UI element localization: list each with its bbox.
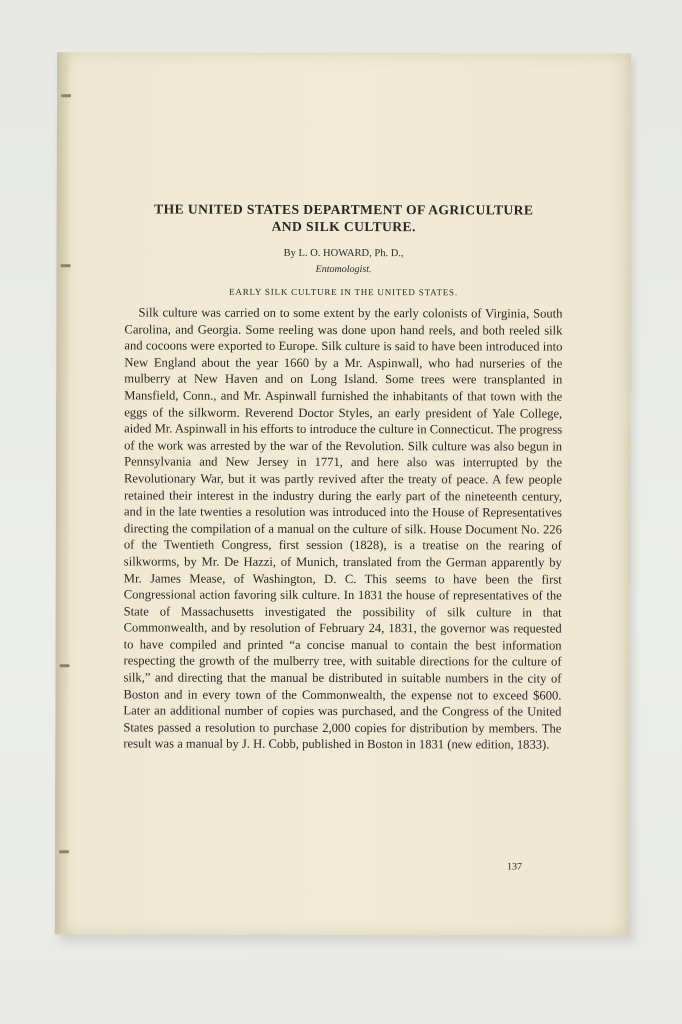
binding-stitch <box>59 850 69 853</box>
author-byline: By L. O. HOWARD, Ph. D., <box>283 247 404 260</box>
section-heading: EARLY SILK CULTURE IN THE UNITED STATES. <box>229 286 458 298</box>
binding-stitch <box>61 94 71 97</box>
binding-stitch <box>61 264 71 267</box>
binding-stitch <box>60 664 70 667</box>
article-content <box>123 200 562 766</box>
page-spine <box>55 52 71 934</box>
document-page <box>55 52 631 935</box>
article-title <box>125 200 563 235</box>
author-role: Entomologist. <box>315 263 372 276</box>
body-paragraph: Silk culture was carried on to some extent by the early colonists of Virginia, South Carolina, and Georgia. Some reeling was done upon hand reels, and both reeled silk and cocoons were exported to Europe. Silk culture is said to have been introduced into New England about the year 1660 by a Mr. Aspinwall, who had nurseries of the mulberry at New Haven and on Long Island. Some trees were transplanted in Mansfield, Conn., and Mr. Aspinwall furnished the inhabitants of that town with the eggs of the silkworm. Reverend Doctor Styles, an early president of Yale College, aided Mr. Aspinwall in his efforts to introduce the culture in Connecticut. The progress of the work was arrested by the war of the Revolution. Silk culture was also begun in Pennsylvania and New Jersey in 1771, and here also was interrupted by the Revolutionary War, but it was partly revived after the treaty of peace. A few people retained their interest in the industry during the early part of the nineteenth century, and in the late twenties a resolution was introduced into the House of Representatives directing the compilation of a manual on the culture of silk. House Document No. 226 of the Twentieth Congress, first session (1828), is a treatise on the rearing of silkworms, by Mr. De Hazzi, of Munich, translated from the German apparently by Mr. James Mease, of Washington, D. C. This seems to have been the first Congressional action favoring silk culture. In 1831 the house of representatives of the State of Massachusetts investigated the possibility of silk culture in that Commonwealth, and by resolution of February 24, 1831, the governor was requested to have compiled and printed “a concise manual to contain the best information respecting the growth of the mulberry tree, with suitable directions for the culture of silk,” and directing that the manual be distributed in suitable numbers in the city of Boston and in every town of the Commonwealth, the expense not to exceed $600. Later an additional number of copies was purchased, and the Congress of the United States passed a resolution to purchase 2,000 copies for distribution by members. The result was a manual by J. H. Cobb, published in Boston in 1831 (new edition, 1833). <box>123 305 563 752</box>
page-number: 137 <box>507 861 523 873</box>
title-line-2: AND SILK CULTURE. <box>271 218 416 235</box>
title-line-1: THE UNITED STATES DEPARTMENT OF AGRICULTURE <box>154 201 534 218</box>
